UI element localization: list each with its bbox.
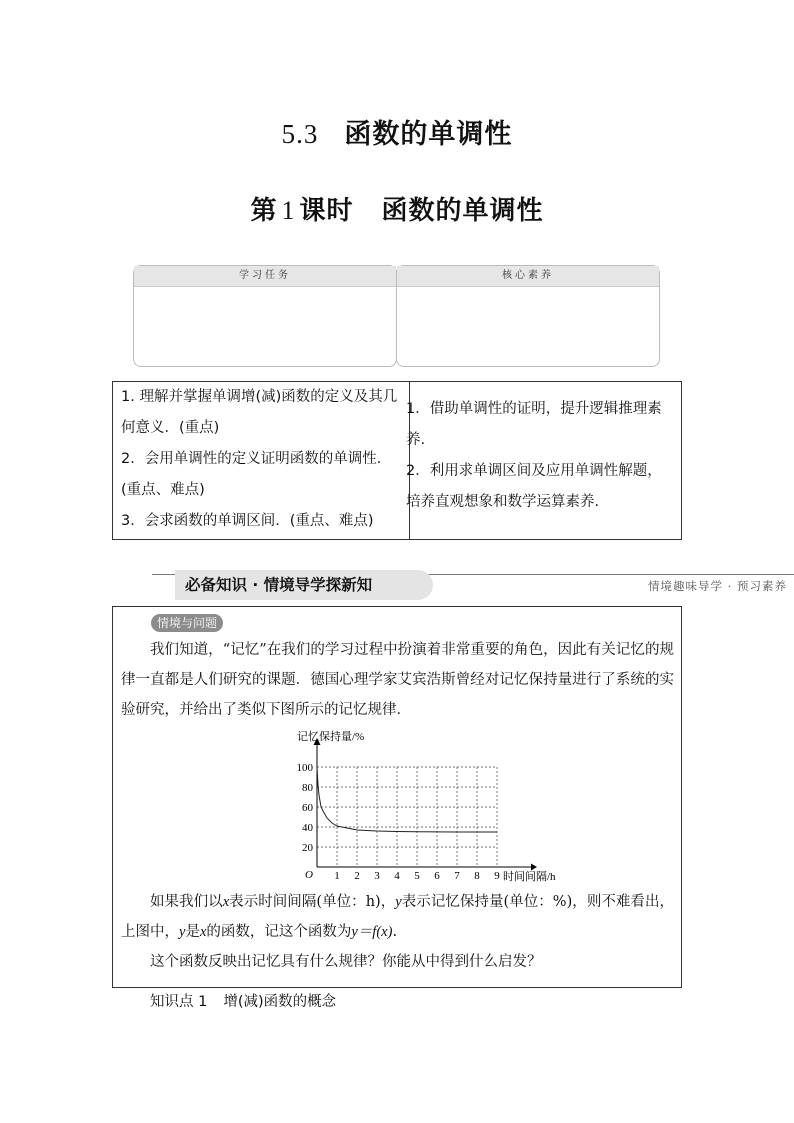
x-tick-label: 1 — [334, 870, 340, 882]
context-paragraph: 我们知道，“记忆”在我们的学习过程中扮演着非常重要的角色，因此有关记忆的规律一直都是人们研究的课题．德国心理学家艾宾浩斯曾经对记忆保持量进行了系统的实验研究，并给出了类似下图所示的记忆规律． — [121, 642, 674, 718]
lesson-prefix: 第 — [250, 196, 278, 226]
origin-label: O — [305, 869, 313, 881]
learning-tasks-list — [113, 382, 410, 539]
context-paragraph-2: 如果我们以x表示时间间隔(单位：h)，y表示记忆保持量(单位：%)，则不难看出，上图中，y是x的函数，记这个函数为y＝f(x). — [121, 894, 674, 940]
chart-grid — [317, 767, 497, 867]
task-item: 2．会用单调性的定义证明函数的单调性．(重点、难点) — [121, 451, 392, 498]
section-number: 5.3 — [281, 119, 319, 149]
x-tick-label: 6 — [434, 870, 440, 882]
competencies-list — [396, 382, 682, 539]
y-tick-label: 100 — [296, 762, 313, 774]
task-table — [112, 381, 682, 540]
y-tick-label: 60 — [302, 802, 313, 814]
x-tick-label: 4 — [394, 870, 400, 882]
memory-retention-chart — [293, 731, 556, 883]
x-tick-label: 2 — [354, 870, 360, 882]
x-tick-label: 8 — [474, 870, 480, 882]
section-title-text: 函数的单调性 — [344, 119, 513, 150]
x-axis-arrow — [531, 864, 537, 871]
context-tag: 情境与问题 — [151, 614, 223, 632]
competency-item: 1．借助单调性的证明，提升逻辑推理素养. — [406, 401, 662, 448]
x-tick-label: 3 — [374, 870, 380, 882]
lesson-title-text: 函数的单调性 — [381, 196, 544, 226]
learning-tasks-caption: 学习任务 — [134, 266, 396, 287]
context-box — [112, 606, 682, 988]
y-axis-label: 记忆保持量/% — [297, 731, 365, 743]
section-title — [0, 112, 794, 151]
task-item: 3．会求函数的单调区间．(重点、难点) — [121, 513, 374, 529]
lesson-title — [0, 190, 794, 227]
retention-curve — [317, 767, 497, 832]
task-item: 1. 理解并掌握单调增(减)函数的定义及其几何意义．(重点) — [121, 389, 398, 436]
core-competencies-header — [396, 265, 660, 367]
y-tick-label: 80 — [302, 782, 313, 794]
section-banner-subtitle: 情境趣味导学 · 预习素养 — [648, 579, 787, 593]
context-question: 这个函数反映出记忆具有什么规律？你能从中得到什么启发？ — [150, 954, 542, 970]
knowledge-point-label: 知识点 1 — [150, 994, 208, 1010]
y-tick-label: 20 — [302, 842, 313, 854]
lesson-number: 1 — [281, 196, 296, 225]
lesson-suffix: 课时 — [299, 196, 354, 226]
core-competencies-caption: 核心素养 — [397, 266, 659, 287]
task-header — [133, 265, 660, 367]
learning-tasks-header — [133, 265, 397, 367]
y-tick-label: 40 — [302, 822, 313, 834]
knowledge-point-title: 增(减)函数的概念 — [223, 994, 337, 1010]
x-tick-label: 9 — [494, 870, 500, 882]
x-tick-label: 7 — [454, 870, 460, 882]
knowledge-point — [150, 990, 336, 1011]
x-axis-label: 时间间隔/h — [503, 871, 556, 883]
y-tick-labels — [297, 762, 314, 854]
x-tick-label: 5 — [414, 870, 420, 882]
x-tick-labels — [334, 870, 500, 882]
competency-item: 2．利用求单调区间及应用单调性解题，培养直观想象和数学运算素养. — [406, 463, 662, 510]
section-banner: 必备知识 · 情境导学探新知 — [175, 570, 433, 600]
